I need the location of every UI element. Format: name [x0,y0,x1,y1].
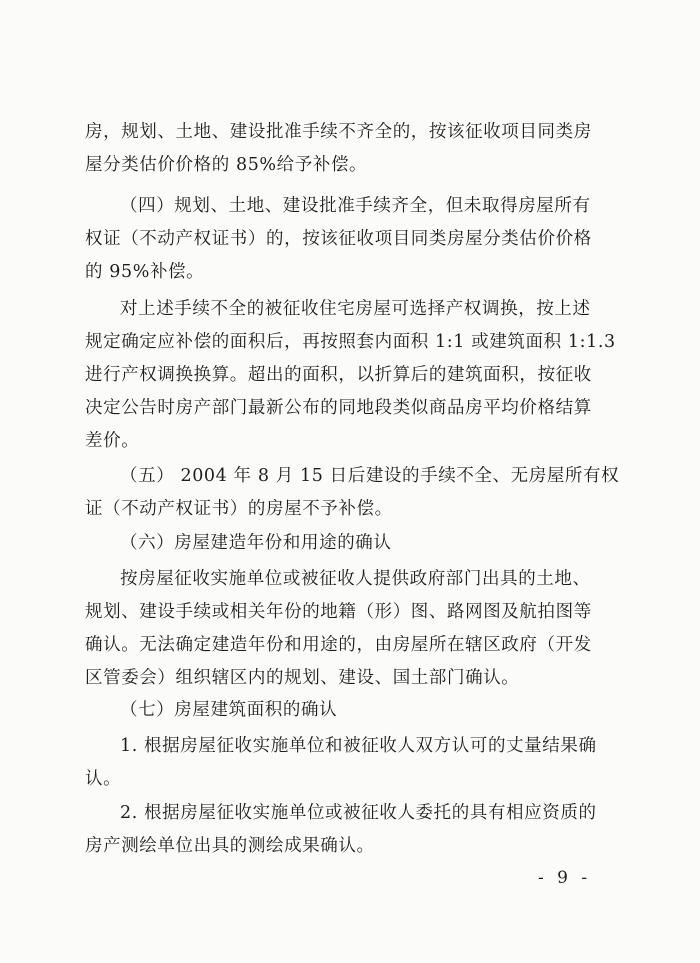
text-line: 1. 根据房屋征收实施单位和被征收人双方认可的丈量结果确 [120,736,597,756]
text-line: （四）规划、土地、建设批准手续齐全，但未取得房屋所有 [120,196,591,216]
text-line: 房，规划、土地、建设批准手续不齐全的，按该征收项目同类房 [85,122,592,142]
paragraph-area-2 [85,797,605,863]
paragraph-item-5 [85,460,620,526]
text-line: 房产测绘单位出具的测绘成果确认。 [85,836,375,856]
text-line: 2. 根据房屋征收实施单位或被征收人委托的具有相应资质的 [120,803,597,823]
text-line: 差价。 [85,431,140,451]
page-number: - 9 - [538,868,592,888]
text-line: 按房屋征收实施单位或被征收人提供政府部门出具的土地、 [120,569,591,589]
heading-item-6 [85,527,605,560]
text-line: 规划、建设手续或相关年份的地籍（形）图、路网图及航拍图等 [85,602,592,622]
paragraph-1 [85,116,605,182]
paragraph-area-1 [85,730,605,796]
text-line: 屋分类估价价格的 85%给予补偿。 [85,155,368,175]
text-line: 进行产权调换换算。超出的面积，以折算后的建筑面积，按征收 [85,365,592,385]
text-line: 区管委会）组织辖区内的规划、建设、国土部门确认。 [85,668,520,688]
text-line: 权证（不动产权证书）的，按该征收项目同类房屋分类估价价格 [85,229,592,249]
heading-item-7 [85,694,605,727]
text-line: 确认。无法确定建造年份和用途的，由房屋所在辖区政府（开发 [85,635,592,655]
text-line: （七）房屋建筑面积的确认 [120,700,338,720]
text-line: 的 95%补偿。 [85,262,205,282]
text-line: （五） 2004 年 8 月 15 日后建设的手续不全、无房屋所有权 [120,466,620,486]
text-line: 对上述手续不全的被征收住宅房屋可选择产权调换，按上述 [120,299,591,319]
paragraph-year-use [85,563,605,695]
text-line: 认。 [85,769,122,789]
paragraph-item-4 [85,190,605,289]
text-line: 规定确定应补偿的面积后，再按照套内面积 1:1 或建筑面积 1:1.3 [85,332,616,352]
text-line: 决定公告时房产部门最新公布的同地段类似商品房平均价格结算 [85,398,592,418]
text-line: 证（不动产权证书）的房屋不予补偿。 [85,499,393,519]
paragraph-property-exchange [85,293,616,458]
text-line: （六）房屋建造年份和用途的确认 [120,533,392,553]
